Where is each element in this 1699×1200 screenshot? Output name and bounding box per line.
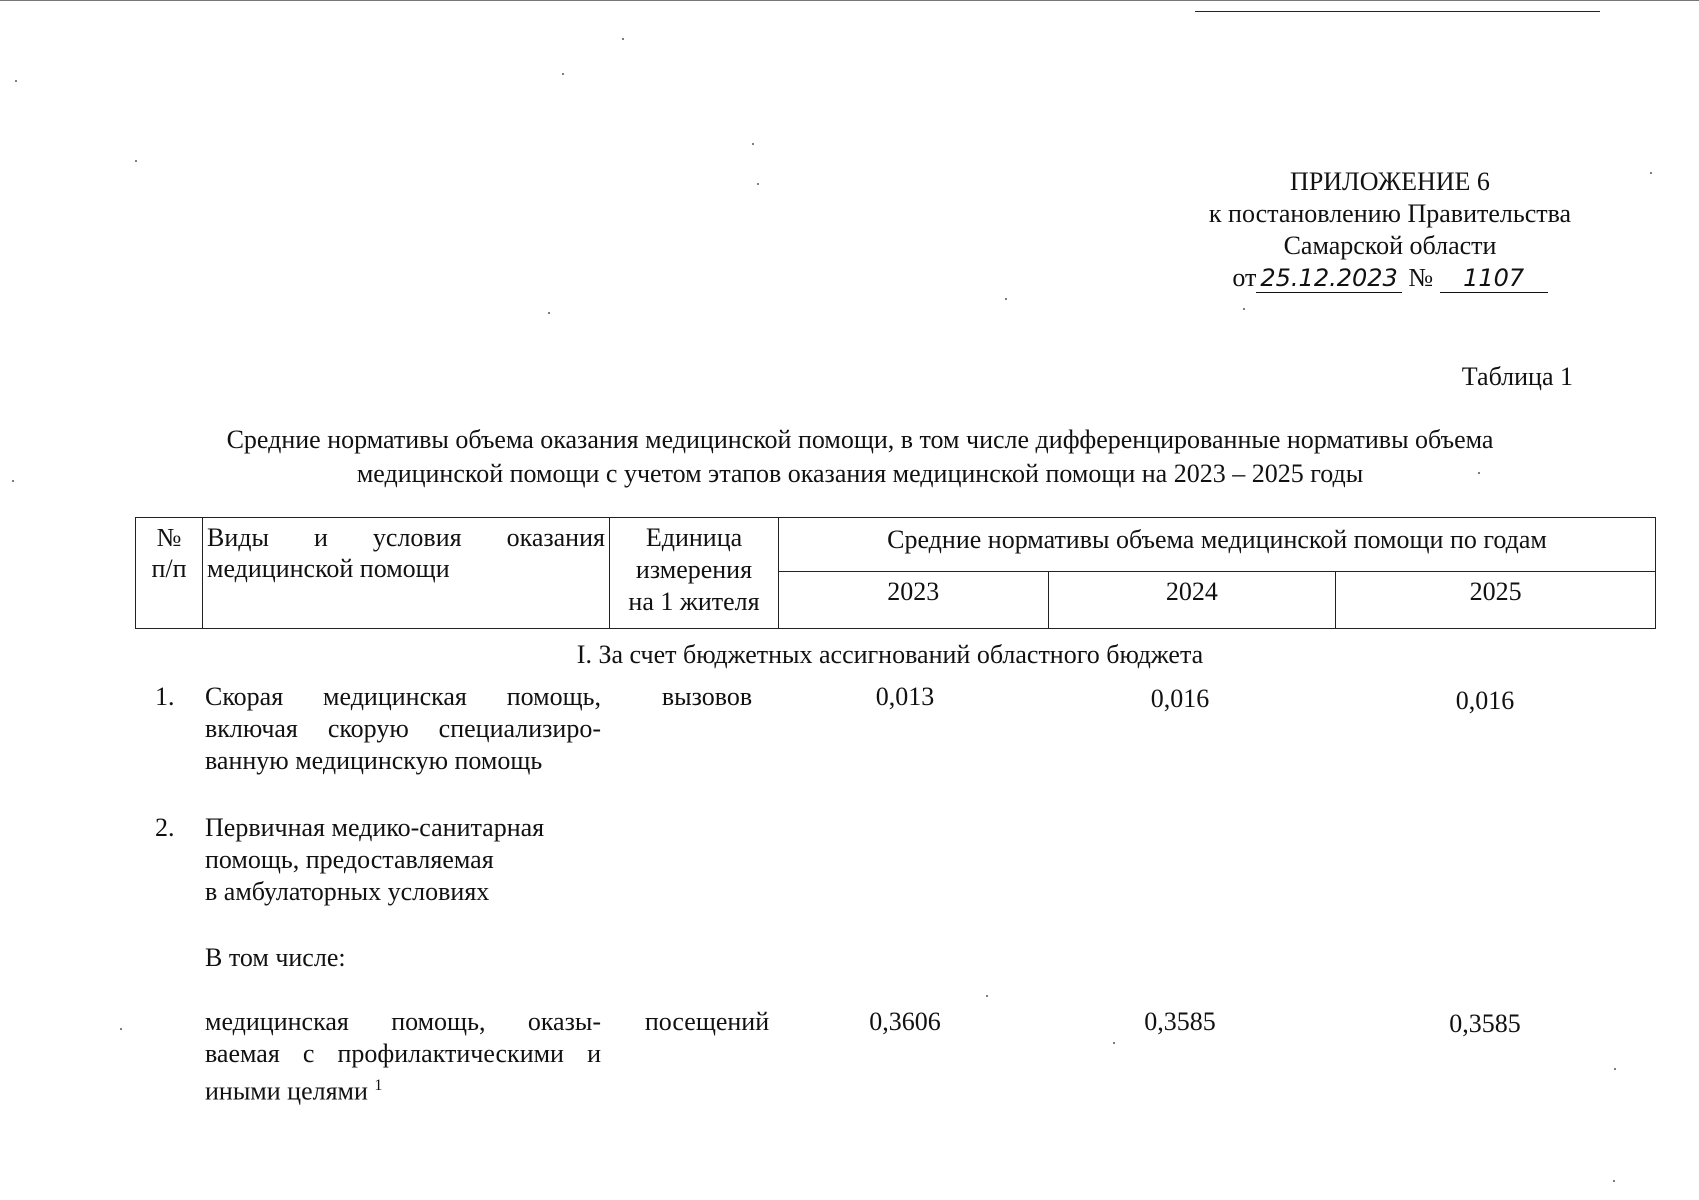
scan-speck <box>15 80 17 82</box>
scan-speck <box>135 160 137 162</box>
header-unit-line-3: на 1 жителя <box>628 587 760 616</box>
appendix-title: ПРИЛОЖЕНИЕ 6 <box>1290 167 1490 196</box>
handwritten-date: 25.12.2023 <box>1256 264 1401 293</box>
handwritten-number: 1107 <box>1440 264 1548 293</box>
appendix-date-line <box>1150 262 1630 294</box>
header-type-word: условия <box>372 523 462 552</box>
header-year-2024: 2024 <box>1048 572 1336 629</box>
header-year-2023: 2023 <box>779 572 1049 629</box>
row-1-value-2024: 0,016 <box>1150 684 1210 713</box>
row-3-unit: посещений <box>644 1007 770 1036</box>
table-label: Таблица 1 <box>1461 362 1573 391</box>
header-number-line-2: п/п <box>151 554 187 583</box>
row-3-line-3-text: иными целями <box>205 1076 368 1106</box>
row-3-line-3 <box>205 1070 601 1108</box>
document-title-line-2: медицинской помощи с учетом этапов оказания медицинской помощи на 2023 – 2025 годы <box>356 459 1364 488</box>
date-prefix: от <box>1232 263 1257 292</box>
row-1-word: включая <box>205 714 298 743</box>
row-3-line-1 <box>205 1006 601 1038</box>
scan-speck <box>1478 472 1480 474</box>
row-3-word: оказы- <box>527 1007 601 1036</box>
header-unit-line-2: измерения <box>635 555 753 584</box>
row-1-line-3: ванную медицинскую помощь <box>205 746 543 775</box>
row-1-word: скорую <box>327 714 409 743</box>
row-1-line-1 <box>205 681 601 713</box>
row-1-word: Скорая <box>205 682 284 711</box>
row-1-word: медицинская <box>323 682 467 711</box>
header-unit-line-1: Единица <box>645 523 743 552</box>
row-1-line-2 <box>205 713 601 745</box>
row-2-number: 2. <box>155 813 175 842</box>
row-3-word: медицинская <box>205 1007 349 1036</box>
scan-speck <box>562 73 564 75</box>
document-title-line-1: Средние нормативы объема оказания медицинской помощи, в том числе дифференцированные нормативы объема <box>226 425 1494 454</box>
row-3-line-2 <box>205 1038 601 1070</box>
header-type-line-2: медицинской помощи <box>207 554 450 583</box>
row-3-word: с <box>302 1039 315 1068</box>
row-3-word: помощь, <box>391 1007 486 1036</box>
header-type-cell <box>203 518 610 629</box>
header-unit-cell <box>610 518 779 629</box>
header-number-line-1: № <box>156 523 182 552</box>
header-type-word: Виды <box>207 523 269 552</box>
row-3-word: и <box>587 1039 601 1068</box>
including-label: В том числе: <box>205 943 346 972</box>
row-1-number: 1. <box>155 682 175 711</box>
section-title: I. За счет бюджетных ассигнований областного бюджета <box>576 640 1204 669</box>
appendix-line-2: к постановлению Правительства <box>1208 199 1572 228</box>
row-2-line-2: помощь, предоставляемая <box>205 845 494 874</box>
table-header <box>135 517 1656 629</box>
row-1-description <box>205 681 601 777</box>
page-top-edge <box>0 0 1699 1</box>
scan-speck <box>12 480 14 482</box>
footnote-marker: 1 <box>374 1077 383 1094</box>
row-1-word: специализиро- <box>438 714 601 743</box>
row-3-value-2025: 0,3585 <box>1449 1009 1521 1038</box>
scan-speck <box>1650 172 1652 174</box>
scan-speck <box>986 995 988 997</box>
number-sign: № <box>1408 263 1434 292</box>
scan-speck <box>548 312 550 314</box>
scan-speck <box>120 1028 122 1030</box>
header-type-line-1 <box>207 522 605 553</box>
scan-speck <box>1113 1042 1115 1044</box>
row-3-value-2024: 0,3585 <box>1144 1007 1216 1036</box>
header-type-word: оказания <box>506 523 605 552</box>
row-1-word: помощь, <box>506 682 601 711</box>
scan-speck <box>1613 1180 1615 1182</box>
row-3-description <box>205 1006 601 1108</box>
header-type-word: и <box>313 523 328 552</box>
row-2-line-1: Первичная медико-санитарная <box>205 813 545 842</box>
top-right-rule <box>1195 11 1600 12</box>
header-number-cell <box>136 518 203 629</box>
scan-speck <box>1005 298 1007 300</box>
row-1-value-2023: 0,013 <box>875 682 935 711</box>
row-3-word: ваемая <box>205 1039 280 1068</box>
scan-speck <box>757 183 759 185</box>
appendix-header <box>1150 166 1630 294</box>
row-3-value-2023: 0,3606 <box>869 1007 941 1036</box>
row-1-value-2025: 0,016 <box>1455 686 1515 715</box>
appendix-line-3: Самарской области <box>1283 231 1497 260</box>
row-3-word: профилактическими <box>337 1039 564 1068</box>
row-2-line-3: в амбулаторных условиях <box>205 877 490 906</box>
row-1-unit: вызовов <box>661 682 753 711</box>
header-year-2025: 2025 <box>1336 572 1656 629</box>
row-2-description <box>205 812 601 908</box>
scan-speck <box>1243 308 1245 310</box>
header-group-cell: Средние нормативы объема медицинской помощи по годам <box>779 518 1656 572</box>
scan-speck <box>1614 1068 1616 1070</box>
document-title <box>140 423 1580 491</box>
scan-speck <box>622 38 624 40</box>
scan-speck <box>752 143 754 145</box>
